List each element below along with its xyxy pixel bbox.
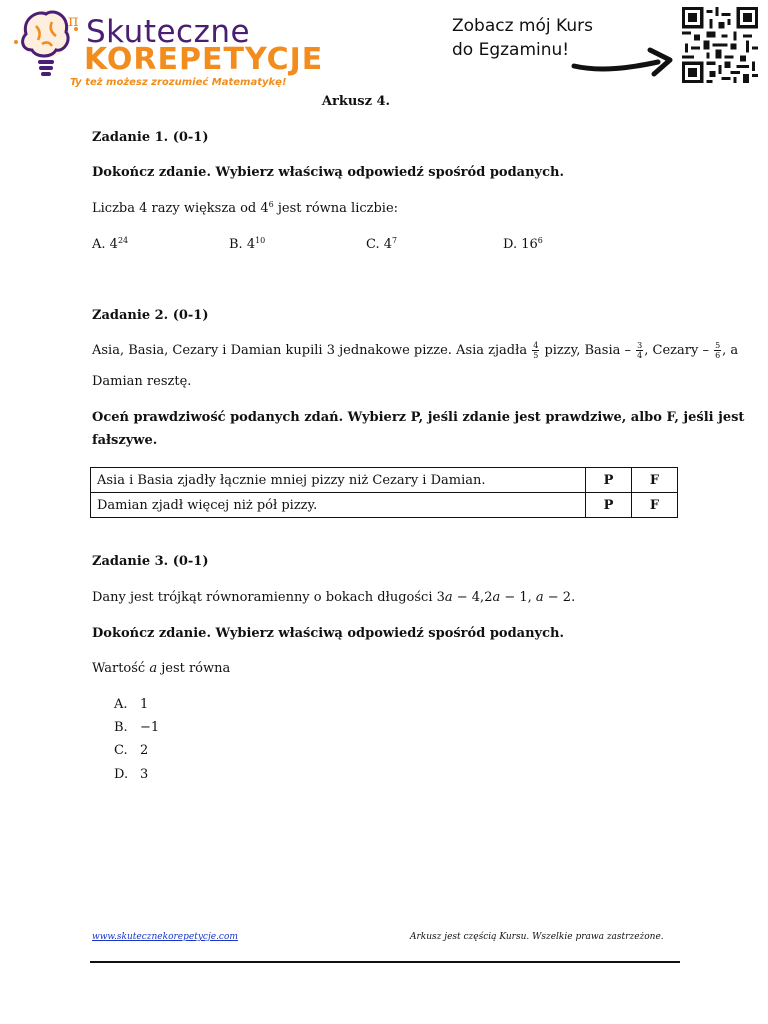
task3-option-d[interactable] — [114, 767, 148, 782]
option-label: A. 4 — [92, 237, 118, 252]
task3-instruction: Dokończ zdanie. Wybierz właściwą odpowiedź spośród podanych. — [92, 626, 564, 641]
option-letter: D. — [114, 767, 129, 782]
statement-cell: Asia i Basia zjadły łącznie mniej pizzy niż Cezary i Damian. — [91, 468, 586, 493]
option-value: 2 — [140, 743, 149, 758]
task3-option-b[interactable] — [114, 720, 159, 735]
fraction-denominator: 4 — [637, 351, 643, 360]
option-letter: B. — [114, 720, 128, 735]
brain-bulb-logo-icon — [12, 4, 82, 84]
task1-question-text: Liczba 4 razy większa od 4 — [92, 201, 269, 216]
task1-option-b[interactable] — [229, 236, 265, 252]
task1-instruction: Dokończ zdanie. Wybierz właściwą odpowiedź spośród podanych. — [92, 165, 564, 180]
option-value: 3 — [140, 767, 149, 782]
fraction-cezary — [714, 341, 721, 360]
logo-wordmark-line2: KOREPETYCJE — [84, 42, 324, 77]
task1-question-text-end: jest równa liczbie: — [273, 201, 399, 216]
svg-text:π: π — [68, 11, 79, 30]
task2-text — [92, 341, 738, 360]
option-exponent: 7 — [392, 236, 398, 245]
option-letter: A. — [114, 697, 128, 712]
copyright-note: Arkusz jest częścią Kursu. Wszelkie prawa zastrzeżone. — [410, 932, 664, 942]
option-label: C. 4 — [366, 237, 393, 252]
promo-line-1: Zobacz mój Kurs — [452, 16, 593, 36]
option-exponent: 6 — [537, 236, 543, 245]
task1-option-a[interactable] — [92, 236, 128, 252]
option-exponent: 24 — [117, 236, 129, 245]
fraction-numerator: 5 — [715, 341, 721, 350]
task3-heading: Zadanie 3. (0-1) — [92, 554, 209, 569]
task2-instruction-line2: fałszywe. — [92, 433, 158, 448]
answer-true-button[interactable]: P — [586, 493, 632, 518]
option-label: D. 16 — [503, 237, 538, 252]
footer-divider — [90, 961, 680, 963]
task3-option-a[interactable] — [114, 697, 148, 712]
task1-question-exponent: 6 — [268, 200, 274, 209]
option-value: −1 — [140, 720, 160, 735]
logo-wordmark-line1: Skuteczne — [86, 14, 251, 50]
statement-cell: Damian zjadł więcej niż pół pizzy. — [91, 493, 586, 518]
fraction-asia — [532, 341, 539, 360]
qr-code-icon[interactable] — [682, 7, 758, 83]
table-row — [91, 493, 678, 518]
task1-option-c[interactable] — [366, 236, 397, 252]
fraction-denominator: 6 — [715, 351, 721, 360]
table-row — [91, 468, 678, 493]
task1-option-d[interactable] — [503, 236, 543, 252]
task2-heading: Zadanie 2. (0-1) — [92, 308, 209, 323]
option-label: B. 4 — [229, 237, 256, 252]
option-value: 1 — [140, 697, 149, 712]
fraction-denominator: 5 — [533, 351, 539, 360]
answer-true-button[interactable]: P — [586, 468, 632, 493]
task1-heading: Zadanie 1. (0-1) — [92, 130, 209, 145]
task2-text-part: pizzy, Basia – — [540, 343, 636, 358]
task1-question — [92, 200, 398, 216]
task2-text-part: Asia, Basia, Cezary i Damian kupili 3 jednakowe pizze. Asia zjadła — [92, 343, 532, 358]
option-letter: C. — [114, 743, 128, 758]
fraction-numerator: 4 — [533, 341, 539, 350]
website-link[interactable]: www.skutecznekorepetycje.com — [92, 932, 238, 942]
fraction-numerator: 3 — [637, 341, 643, 350]
task3-option-c[interactable] — [114, 743, 148, 758]
logo-tagline: Ty też możesz zrozumieć Matematykę! — [70, 77, 287, 88]
answer-false-button[interactable]: F — [632, 468, 678, 493]
answer-false-button[interactable]: F — [632, 493, 678, 518]
task3-question: Wartość 𝑎 jest równa — [92, 661, 231, 676]
task2-text-part: , Cezary – — [644, 343, 714, 358]
sheet-title: Arkusz 4. — [321, 94, 391, 109]
option-exponent: 10 — [255, 236, 266, 245]
promo-line-2: do Egzaminu! — [452, 40, 570, 60]
task2-text-part: , a — [722, 343, 739, 358]
task3-text: Dany jest trójkąt równoramienny o bokach długości 3𝑎 − 4,2𝑎 − 1, 𝑎 − 2. — [92, 590, 576, 605]
true-false-table — [90, 467, 678, 518]
fraction-basia — [636, 341, 643, 360]
arrow-right-icon — [570, 42, 682, 82]
task2-instruction-line1: Oceń prawdziwość podanych zdań. Wybierz P, jeśli zdanie jest prawdziwe, albo F, jeśli jest — [92, 410, 745, 425]
task2-text-line2: Damian resztę. — [92, 374, 192, 389]
